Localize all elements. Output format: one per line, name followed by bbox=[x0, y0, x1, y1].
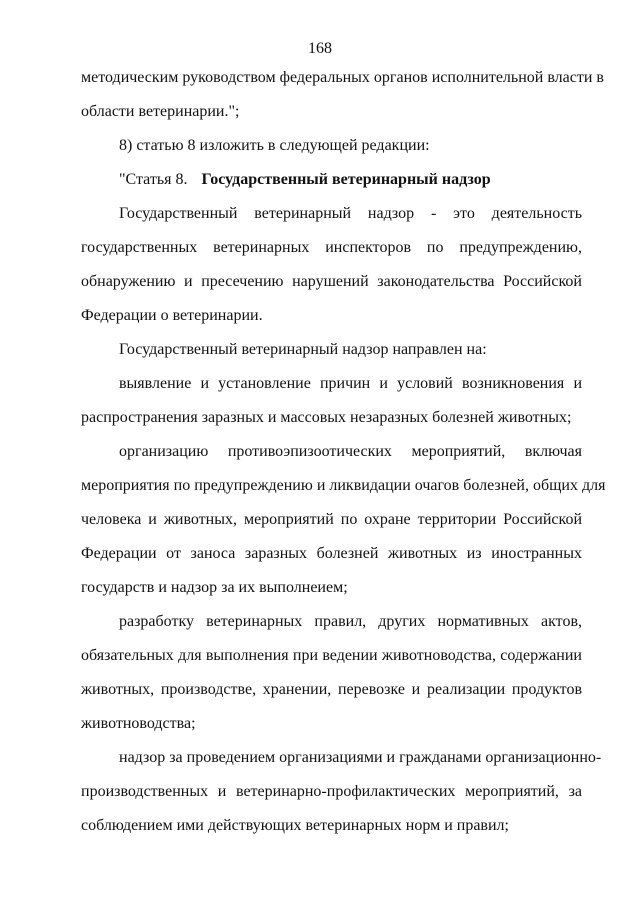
text-line: области ветеринарии."; bbox=[81, 103, 240, 120]
text-line: государственных ветеринарных инспекторов по предупреждению, bbox=[81, 239, 582, 256]
text-line: разработку ветеринарных правил, других нормативных актов, bbox=[119, 613, 582, 630]
article-title: Государственный ветеринарный надзор bbox=[201, 171, 491, 188]
text-line: производственных и ветеринарно-профилактических мероприятий, за bbox=[81, 783, 582, 800]
article-heading bbox=[119, 170, 582, 190]
text-line: соблюдением ими действующих ветеринарных норм и правил; bbox=[81, 817, 509, 834]
text-line: методическим руководством федеральных органов исполнительной власти в bbox=[81, 69, 604, 86]
text-line: Федерации о ветеринарии. bbox=[81, 307, 263, 324]
text-line: надзор за проведением организациями и гражданами организационно- bbox=[119, 749, 602, 766]
text-line: животноводства; bbox=[81, 715, 196, 732]
text-line: организацию противоэпизоотических мероприятий, включая bbox=[119, 443, 582, 460]
text-line: человека и животных, мероприятий по охране территории Российской bbox=[81, 511, 582, 528]
article-number: "Статья 8. bbox=[119, 171, 188, 188]
text-line: обязательных для выполнения при ведении животноводства, содержании bbox=[81, 647, 582, 664]
text-line: Государственный ветеринарный надзор - это деятельность bbox=[119, 205, 582, 222]
text-line: мероприятия по предупреждению и ликвидации очагов болезней, общих для bbox=[81, 477, 606, 494]
text-line: выявление и установление причин и условий возникновения и bbox=[119, 375, 582, 392]
text-line: государств и надзор за их выполнеием; bbox=[81, 579, 348, 596]
text-line: распространения заразных и массовых незаразных болезней животных; bbox=[81, 409, 572, 426]
text-line: обнаружению и пресечению нарушений законодательства Российской bbox=[81, 273, 582, 290]
text-line: Федерации от заноса заразных болезней животных из иностранных bbox=[81, 545, 582, 562]
page-number: 168 bbox=[308, 40, 332, 57]
text-line: животных, производстве, хранении, перевозке и реализации продуктов bbox=[81, 681, 582, 698]
text-line: Государственный ветеринарный надзор направлен на: bbox=[119, 341, 487, 358]
text-line: 8) статью 8 изложить в следующей редакции: bbox=[119, 137, 430, 154]
